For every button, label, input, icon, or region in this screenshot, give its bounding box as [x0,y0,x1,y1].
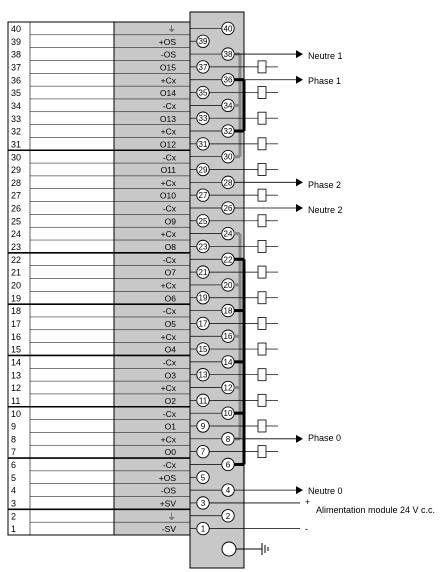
terminal-number: 39 [198,37,208,47]
pin-number: 19 [11,293,22,304]
earth-symbol-icon [262,543,268,555]
signal-label: O7 [164,267,176,278]
load-coil [258,343,266,355]
terminal-number: 9 [200,421,206,431]
signal-label: O1 [164,421,176,432]
signal-label: -Cx [162,306,176,317]
pin-number: 25 [11,216,22,227]
terminal-number: 4 [225,486,231,496]
signal-label: -Cx [162,152,176,163]
signal-label: +Cx [160,280,176,291]
signal-label: O6 [164,293,176,304]
pin-number: 11 [11,395,21,406]
pin-number: 32 [11,126,22,137]
pin-number: 35 [11,88,22,99]
signal-label: O15 [159,62,176,73]
arrow-icon [296,76,303,84]
signal-label: -Cx [162,408,176,419]
signal-label: -OS [160,485,176,496]
pin-number: 39 [11,36,22,47]
terminal-number: 5 [200,473,206,483]
pin-number: 40 [11,24,22,34]
pin-number: 1 [11,524,17,535]
pin-number: 10 [11,408,22,419]
signal-label: O3 [164,370,176,381]
neutre-2-label: Neutre 2 [308,205,343,215]
signal-label: O10 [159,190,176,201]
signal-label: O4 [164,344,176,355]
terminal-number: 11 [198,396,208,406]
signal-label: ⏚ [167,511,176,522]
supply-minus-label: - [305,524,308,534]
pin-number: 3 [11,498,17,509]
arrow-icon [296,486,303,494]
load-coil [258,240,266,252]
pin-number: 5 [11,472,17,483]
terminal-number: 35 [198,88,208,98]
pin-number: 23 [11,242,22,253]
terminal-number: 29 [198,165,208,175]
pin-number: 34 [11,100,22,111]
load-coil [258,394,266,406]
pin-number: 24 [11,229,22,240]
signal-label: -OS [160,49,176,60]
terminal-number: 32 [223,127,233,137]
load-coil [258,138,266,150]
signal-label: -Cx [162,100,176,111]
terminal-number: 22 [223,255,233,265]
load-coil [258,317,266,329]
terminal-number: 38 [223,50,233,60]
signal-label: O13 [159,113,176,124]
terminal-number: 13 [198,370,208,380]
terminal-number: 6 [225,460,231,470]
pin-number: 4 [11,485,17,496]
signal-label: -Cx [162,203,176,214]
signal-label: O8 [164,242,176,253]
signal-label: +Cx [160,75,176,86]
signal-label: +Cx [160,126,176,137]
terminal-number: 40 [223,24,233,34]
pin-number: 38 [11,49,22,60]
terminal-number: 18 [223,306,233,316]
arrow-icon [296,50,303,58]
pin-number: 2 [11,511,17,522]
terminal-number: 27 [198,191,208,201]
terminal-number: 24 [223,229,233,239]
pin-number: 16 [11,331,22,342]
load-coil [258,369,266,381]
signal-label: O11 [160,165,176,176]
load-coil [258,420,266,432]
terminal-number: 25 [198,216,208,226]
load-coil [258,292,266,304]
pin-number: 21 [11,267,22,278]
terminal-number: 37 [198,62,208,72]
pin-number: 36 [11,75,22,86]
terminal-number: 17 [198,319,208,329]
signal-label: -SV [161,524,176,535]
pin-number: 15 [11,344,22,355]
load-coil [258,446,266,458]
arrow-icon [296,204,303,212]
pin-number: 17 [11,318,22,329]
signal-label: ⏚ [167,24,176,34]
terminal-number: 14 [223,357,233,367]
terminal-number: 33 [198,114,208,124]
terminal-number: 10 [223,409,233,419]
terminal-number: 31 [198,139,208,149]
terminal-number: 15 [198,345,208,355]
signal-label: +Cx [160,383,176,394]
pin-number: 22 [11,254,22,265]
terminal-number: 23 [198,242,208,252]
terminal-number: 26 [223,203,233,213]
pin-number: 9 [11,421,17,432]
load-coil [258,266,266,278]
terminal-number: 28 [223,178,233,188]
terminal-number: 20 [223,280,233,290]
load-coil [258,112,266,124]
load-coil [258,87,266,99]
pin-number: 33 [11,113,22,124]
terminal-number: 8 [225,434,231,444]
signal-label: -Cx [162,357,176,368]
signal-label: -Cx [162,254,176,265]
signal-label: O5 [164,318,176,329]
terminal-number: 16 [223,332,233,342]
pin-number: 30 [11,152,22,163]
terminal-number: 30 [223,152,233,162]
signal-label: +OS [158,36,176,47]
pin-number: 14 [11,357,22,368]
terminal-number: 36 [223,75,233,85]
terminal-number: 34 [223,101,233,111]
terminal-number: 2 [225,511,231,521]
signal-label: -Cx [162,460,176,471]
terminal-number: 19 [198,293,208,303]
signal-label: +Cx [160,331,176,342]
signal-label: +Cx [160,229,176,240]
arrow-icon [296,435,303,443]
signal-label: O2 [164,395,176,406]
pin-number: 20 [11,280,22,291]
neutre-0-label: Neutre 0 [308,486,343,496]
earth-terminal [222,542,236,556]
pin-number: 26 [11,203,22,214]
phase-0-label: Phase 0 [308,433,342,443]
pin-number: 37 [11,62,22,73]
load-coil [258,189,266,201]
pin-number: 29 [11,165,22,176]
arrow-icon [296,178,303,186]
phase-1-label: Phase 1 [308,76,342,86]
signal-label: O9 [164,216,176,227]
signal-label: +Cx [160,177,176,188]
phase-2-label: Phase 2 [308,180,342,190]
signal-label: O14 [159,88,176,99]
terminal-number: 21 [198,268,208,278]
pin-number: 31 [11,139,22,150]
pin-number: 7 [11,447,17,458]
alimentation-label: Alimentation module 24 V c.c. [316,505,436,515]
neutre-1-label: Neutre 1 [308,51,343,61]
signal-label: O12 [159,139,176,150]
terminal-number: 7 [200,447,206,457]
pin-number: 12 [11,383,22,394]
signal-label: O0 [164,447,176,458]
terminal-number: 12 [223,383,233,393]
pin-number: 8 [11,434,17,445]
pin-number: 28 [11,177,22,188]
load-coil [258,215,266,227]
signal-label: +SV [159,498,176,509]
signal-label: +Cx [160,434,176,445]
signal-label: +OS [158,472,176,483]
terminal-number: 1 [200,524,206,534]
load-coil [258,163,266,175]
pin-number: 27 [11,190,22,201]
pin-number: 6 [11,460,17,471]
load-coil [258,61,266,73]
pin-number: 18 [11,306,22,317]
supply-plus-label: + [305,497,311,507]
terminal-number: 3 [200,498,206,508]
pin-number: 13 [11,370,22,381]
